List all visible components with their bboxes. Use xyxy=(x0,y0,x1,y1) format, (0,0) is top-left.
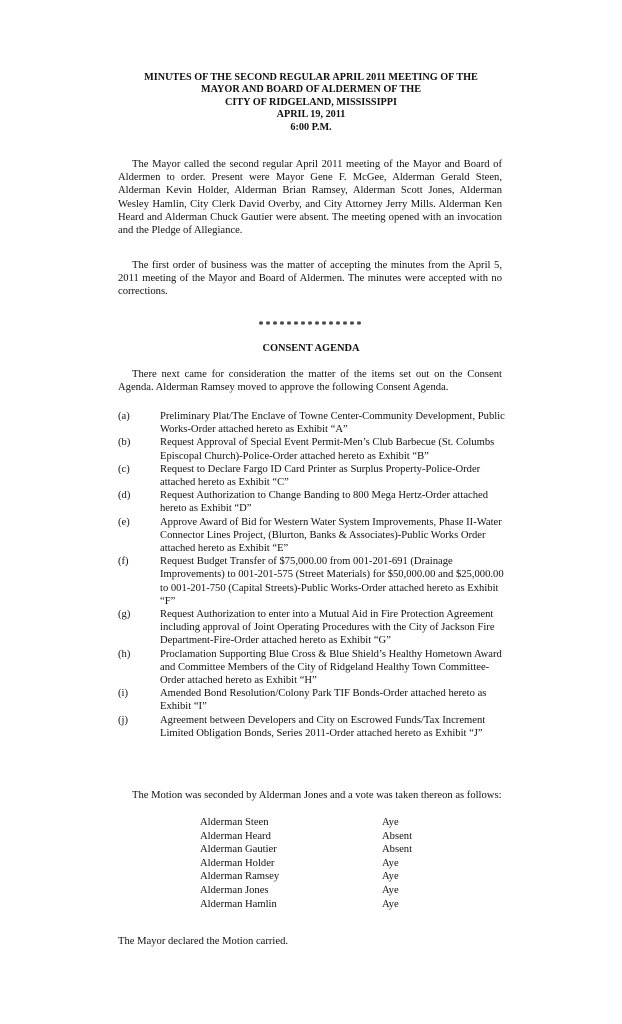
title-date: APRIL 19, 2011 xyxy=(276,109,346,121)
vote-name: Alderman Gautier xyxy=(200,844,277,856)
item-letter: (e) xyxy=(118,516,130,528)
item-letter: (d) xyxy=(118,490,131,502)
vote-name: Alderman Hamlin xyxy=(200,898,277,910)
table-row xyxy=(200,843,460,857)
vote-table xyxy=(200,816,460,911)
item-text: Request Authorization to enter into a Mutual Aid in Fire Protection Agreement including approval of Joint Operating Procedures with the City of Jackson Fire Department-Fire-Order attached hereto as Exhibit “G” xyxy=(160,609,495,647)
list-item xyxy=(118,714,508,740)
list-item xyxy=(118,555,508,608)
table-row xyxy=(200,884,460,898)
table-row xyxy=(200,830,460,844)
vote-value: Aye xyxy=(382,871,399,883)
list-item xyxy=(118,648,508,688)
title-line-3: CITY OF RIDGELAND, MISSISSIPPI xyxy=(225,96,397,108)
item-letter: (h) xyxy=(118,648,131,660)
list-item xyxy=(118,516,508,556)
vote-name: Alderman Ramsey xyxy=(200,871,280,883)
minutes-paragraph: The first order of business was the matter of accepting the minutes from the April 5, 2011 meeting of the Mayor and Board of Aldermen. The minutes were accepted with no corrections. xyxy=(118,260,502,298)
list-item xyxy=(118,410,508,436)
title-time: 6:00 P.M. xyxy=(290,121,332,133)
consent-intro-paragraph: There next came for consideration the matter of the items set out on the Consent Agenda. Alderman Ramsey moved to approve the following Consent Agenda. xyxy=(118,369,502,394)
motion-paragraph: The Motion was seconded by Alderman Jones and a vote was taken thereon as follows: xyxy=(132,790,502,801)
list-item xyxy=(118,608,508,648)
document-title xyxy=(60,72,562,134)
item-text: Amended Bond Resolution/Colony Park TIF Bonds-Order attached hereto as Exhibit “I” xyxy=(160,688,487,713)
item-text: Request Budget Transfer of $75,000.00 from 001-201-691 (Drainage Improvements) to 001-201-575 (Street Materials) for $50,000.00 and $25,000.00 to 001-201-750 (Capital Streets)-Public Works-Order attached hereto as Exhibit “F” xyxy=(160,556,504,607)
item-text: Agreement between Developers and City on Escrowed Funds/Tax Increment Limited Obligation Bonds, Series 2011-Order attached hereto as Exhibit “J” xyxy=(160,714,486,739)
item-letter: (c) xyxy=(118,463,130,475)
list-item xyxy=(118,436,508,462)
item-text: Request Approval of Special Event Permit-Men’s Club Barbecue (St. Columbs Episcopal Church)-Police-Order attached hereto as Exhibit “B” xyxy=(160,437,495,462)
closing-statement: The Mayor declared the Motion carried. xyxy=(118,936,289,947)
vote-name: Alderman Holder xyxy=(200,857,275,869)
list-item xyxy=(118,489,508,515)
consent-agenda-heading: CONSENT AGENDA xyxy=(262,343,360,354)
title-line-1: MINUTES OF THE SECOND REGULAR APRIL 2011 MEETING OF THE xyxy=(144,72,478,83)
item-text: Approve Award of Bid for Western Water System Improvements, Phase II-Water Connector Lines Project, (Blurton, Banks & Associates)-Public Works Order attached hereto as Exhibit “E” xyxy=(160,516,502,555)
vote-name: Alderman Steen xyxy=(200,817,269,828)
item-text: Preliminary Plat/The Enclave of Towne Center-Community Development, Public Works-Order attached hereto as Exhibit “A” xyxy=(160,411,505,436)
item-letter: (f) xyxy=(118,556,129,568)
vote-value: Aye xyxy=(382,817,399,828)
title-line-2: MAYOR AND BOARD OF ALDERMEN OF THE xyxy=(201,84,421,96)
consent-items-list xyxy=(118,410,508,740)
vote-name: Alderman Jones xyxy=(200,884,269,896)
vote-value: Absent xyxy=(382,844,413,856)
item-letter: (a) xyxy=(118,411,130,422)
item-text: Request Authorization to Change Banding to 800 Mega Hertz-Order attached hereto as Exhibit “D” xyxy=(160,490,489,515)
vote-value: Aye xyxy=(382,857,399,869)
opening-paragraph: The Mayor called the second regular April 2011 meeting of the Mayor and Board of Aldermen to order. Present were Mayor Gene F. McGee, Alderman Gerald Steen, Alderman Kevin Holder, Alderman Brian Ramsey, Alderman Scott Jones, Alderman Wesley Hamlin, City Clerk David Overby, and City Attorney Jerry Mills. Alderman Ken Heard and Alderman Chuck Gautier were absent. The meeting opened with an invocation and the Pledge of Allegiance. xyxy=(118,159,502,237)
table-row xyxy=(200,898,460,912)
vote-name: Alderman Heard xyxy=(200,830,271,842)
item-letter: (i) xyxy=(118,688,128,700)
item-text: Proclamation Supporting Blue Cross & Blue Shield’s Healthy Hometown Award and Committee Members of the City of Ridgeland Healthy Town Committee-Order attached hereto as Exhibit “H” xyxy=(160,648,502,687)
table-row xyxy=(200,857,460,871)
section-separator: *************** xyxy=(258,320,364,331)
vote-value: Aye xyxy=(382,884,399,896)
item-letter: (b) xyxy=(118,437,131,449)
vote-value: Absent xyxy=(382,830,413,842)
table-row xyxy=(200,816,460,830)
list-item xyxy=(118,687,508,713)
vote-value: Aye xyxy=(382,898,399,910)
list-item xyxy=(118,463,508,489)
item-letter: (g) xyxy=(118,609,131,621)
item-text: Request to Declare Fargo ID Card Printer as Surplus Property-Police-Order attached hereto as Exhibit “C” xyxy=(160,463,481,489)
item-letter: (j) xyxy=(118,714,128,726)
table-row xyxy=(200,870,460,884)
